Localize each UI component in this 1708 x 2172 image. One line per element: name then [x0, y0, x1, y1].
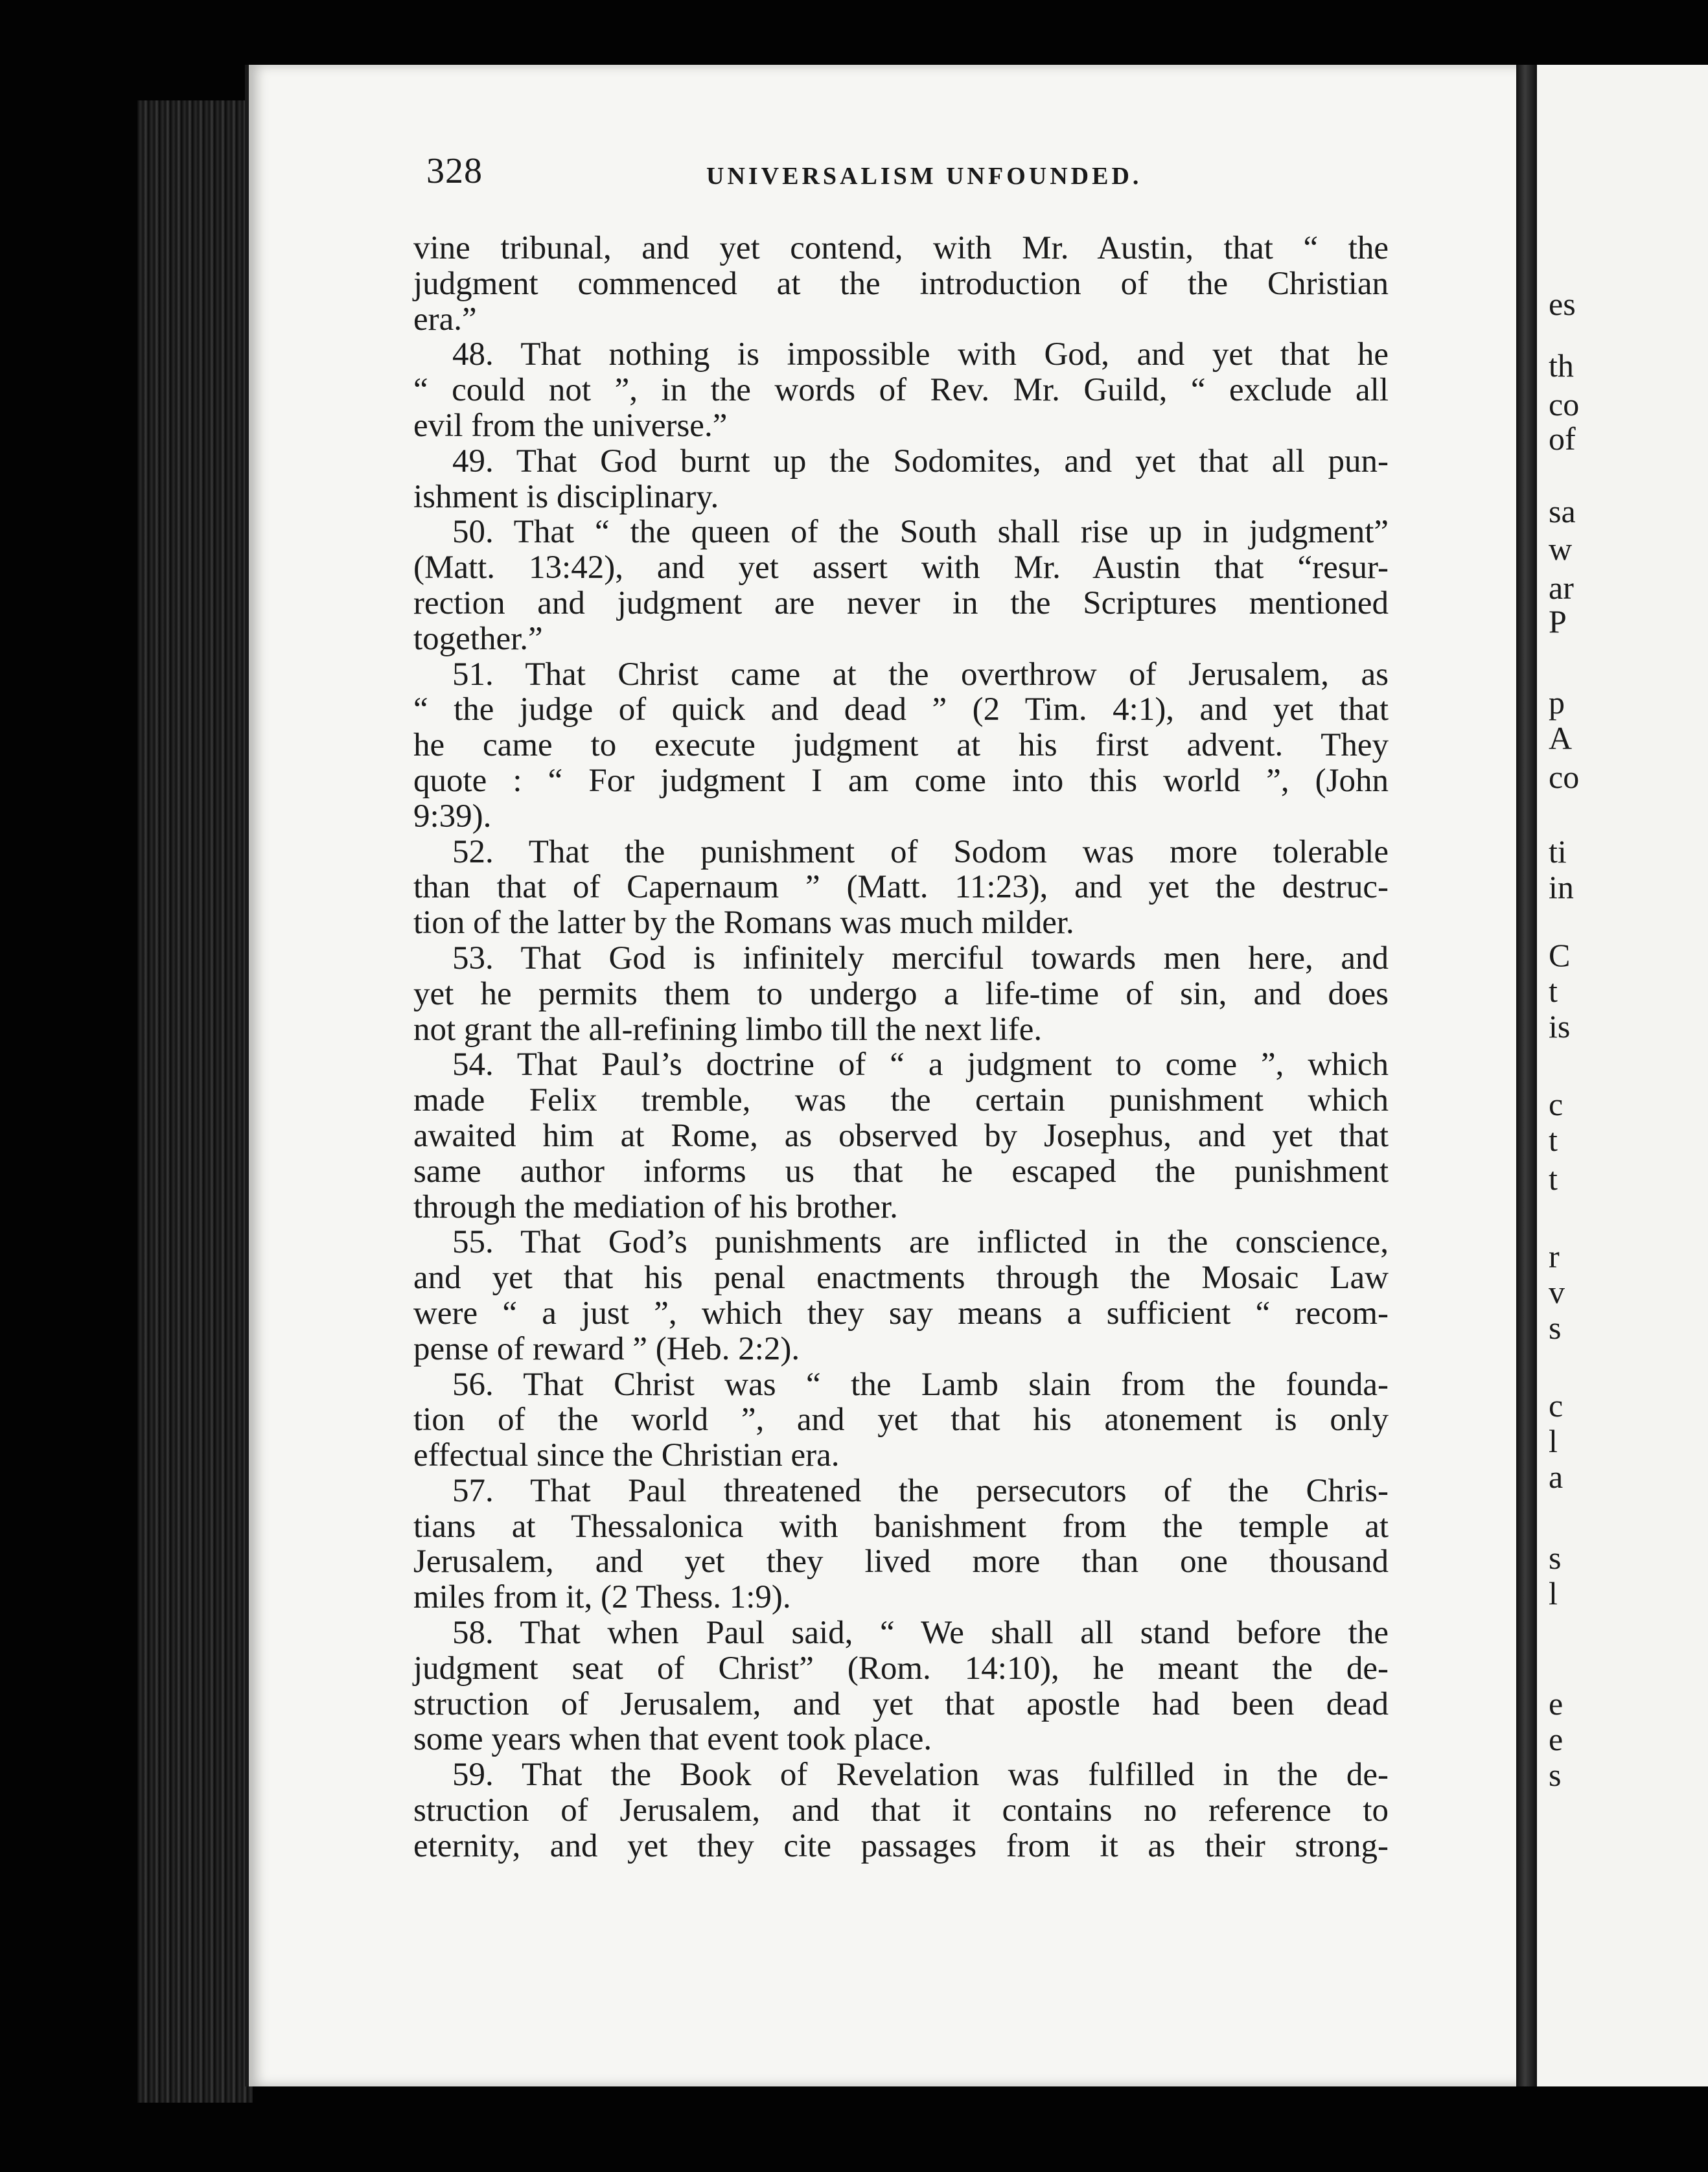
facing-page-fragment: l — [1549, 1423, 1558, 1459]
text-line: made Felix tremble, was the certain punishment which — [413, 1082, 1389, 1119]
facing-page-fragment: in — [1549, 869, 1574, 905]
facing-page-fragment: a — [1549, 1459, 1564, 1495]
facing-page-fragment: A — [1549, 720, 1573, 756]
text-line: (Matt. 13:42), and yet assert with Mr. Austin that “resur- — [413, 549, 1389, 586]
text-line: same author informs us that he escaped the punishment — [413, 1153, 1389, 1190]
facing-page-fragment: p — [1549, 684, 1565, 721]
book-gutter — [1516, 65, 1538, 2086]
text-line: struction of Jerusalem, and that it contains no reference to — [413, 1792, 1389, 1829]
text-line: vine tribunal, and yet contend, with Mr. Austin, that “ the — [413, 230, 1389, 266]
facing-page-fragment: ar — [1549, 570, 1574, 606]
text-line: he came to execute judgment at his first advent. They — [413, 727, 1389, 764]
facing-page-fragment: s — [1549, 1757, 1562, 1793]
text-line: judgment seat of Christ” (Rom. 14:10), he meant the de- — [413, 1650, 1389, 1687]
text-line: 52. That the punishment of Sodom was more tolerable — [452, 833, 1389, 870]
text-line: pense of reward ” (Heb. 2:2). — [413, 1330, 800, 1367]
text-line: evil from the universe.” — [413, 407, 728, 444]
text-line: miles from it, (2 Thess. 1:9). — [413, 1579, 791, 1616]
text-line: tion of the world ”, and yet that his atonement is only — [413, 1402, 1389, 1438]
text-line: judgment commenced at the introduction of the Christian — [413, 265, 1389, 302]
facing-page-fragment: co — [1549, 386, 1580, 422]
running-head — [426, 150, 1398, 196]
text-line: 49. That God burnt up the Sodomites, and yet that all pun- — [452, 443, 1389, 479]
text-line: 55. That God’s punishments are inflicted in the conscience, — [452, 1224, 1389, 1261]
text-line: 9:39). — [413, 798, 492, 835]
facing-page-fragment: of — [1549, 421, 1576, 457]
text-line: 48. That nothing is impossible with God, and yet that he — [452, 336, 1389, 373]
text-line: awaited him at Rome, as observed by Josephus, and yet that — [413, 1117, 1389, 1154]
text-line: than that of Capernaum ” (Matt. 11:23), and yet the destruc- — [413, 869, 1389, 906]
text-line: Jerusalem, and yet they lived more than one thousand — [413, 1543, 1389, 1580]
text-line: struction of Jerusalem, and yet that apostle had been dead — [413, 1685, 1389, 1722]
facing-page-fragment: v — [1549, 1274, 1565, 1310]
text-line: 57. That Paul threatened the persecutors of the Chris- — [452, 1472, 1389, 1509]
facing-page-fragment: t — [1549, 1161, 1558, 1197]
facing-page-fragment: s — [1549, 1310, 1562, 1346]
running-title: UNIVERSALISM UNFOUNDED. — [706, 163, 1142, 190]
text-line: 53. That God is infinitely merciful towards men here, and — [452, 940, 1389, 976]
text-line: “ could not ”, in the words of Rev. Mr. Guild, “ exclude all — [413, 372, 1389, 409]
facing-page-fragment: es — [1549, 286, 1576, 322]
text-line: 50. That “ the queen of the South shall rise up in judgment” — [452, 514, 1389, 551]
body-text — [413, 231, 1389, 1864]
text-line: “ the judge of quick and dead ” (2 Tim. 4:1), and yet that — [413, 691, 1389, 728]
facing-page-fragment: c — [1549, 1086, 1564, 1122]
page-number: 328 — [426, 151, 483, 191]
book-page-edges — [137, 100, 253, 2103]
facing-page-fragment: e — [1549, 1685, 1564, 1722]
text-line: 59. That the Book of Revelation was fulfilled in the de- — [452, 1757, 1389, 1794]
facing-page-fragment: sa — [1549, 493, 1576, 529]
facing-page-fragment: l — [1549, 1575, 1558, 1612]
text-line: tion of the latter by the Romans was much milder. — [413, 905, 1074, 942]
facing-page-fragment: C — [1549, 937, 1571, 973]
text-line: rection and judgment are never in the Scriptures mentioned — [413, 584, 1389, 621]
text-line: 54. That Paul’s doctrine of “ a judgment to come ”, which — [452, 1046, 1389, 1083]
text-line: 51. That Christ came at the overthrow of Jerusalem, as — [452, 656, 1389, 693]
text-line: yet he permits them to undergo a life-time of sin, and does — [413, 975, 1389, 1012]
facing-page-fragment: is — [1549, 1008, 1571, 1045]
text-line: ishment is disciplinary. — [413, 478, 719, 515]
text-line: together.” — [413, 620, 543, 657]
facing-page-fragment: e — [1549, 1721, 1564, 1757]
facing-page-fragment: P — [1549, 603, 1567, 640]
text-line: 58. That when Paul said, “ We shall all stand before the — [452, 1615, 1389, 1652]
facing-page-fragment: w — [1549, 531, 1573, 567]
facing-page-fragment: t — [1549, 1122, 1558, 1158]
text-line: 56. That Christ was “ the Lamb slain from the founda- — [452, 1366, 1389, 1403]
text-line: not grant the all-refining limbo till the next life. — [413, 1011, 1043, 1048]
facing-page-fragment: t — [1549, 973, 1558, 1009]
facing-page-fragment: ti — [1549, 833, 1567, 870]
facing-page-fragment: s — [1549, 1540, 1562, 1576]
text-line: and yet that his penal enactments through the Mosaic Law — [413, 1260, 1389, 1297]
facing-page-fragment: c — [1549, 1387, 1564, 1424]
text-line: were “ a just ”, which they say means a sufficient “ recom- — [413, 1295, 1389, 1332]
text-line: quote : “ For judgment I am come into this world ”, (John — [413, 762, 1389, 799]
text-line: some years when that event took place. — [413, 1721, 932, 1758]
facing-page-fragment: co — [1549, 759, 1580, 795]
text-line: eternity, and yet they cite passages from it as their strong- — [413, 1827, 1389, 1864]
facing-page-fragment: th — [1549, 347, 1574, 384]
text-line: effectual since the Christian era. — [413, 1437, 840, 1474]
facing-page-fragment: r — [1549, 1238, 1560, 1275]
text-line: era.” — [413, 301, 477, 338]
text-line: through the mediation of his brother. — [413, 1188, 898, 1225]
text-line: tians at Thessalonica with banishment from the temple at — [413, 1508, 1389, 1545]
